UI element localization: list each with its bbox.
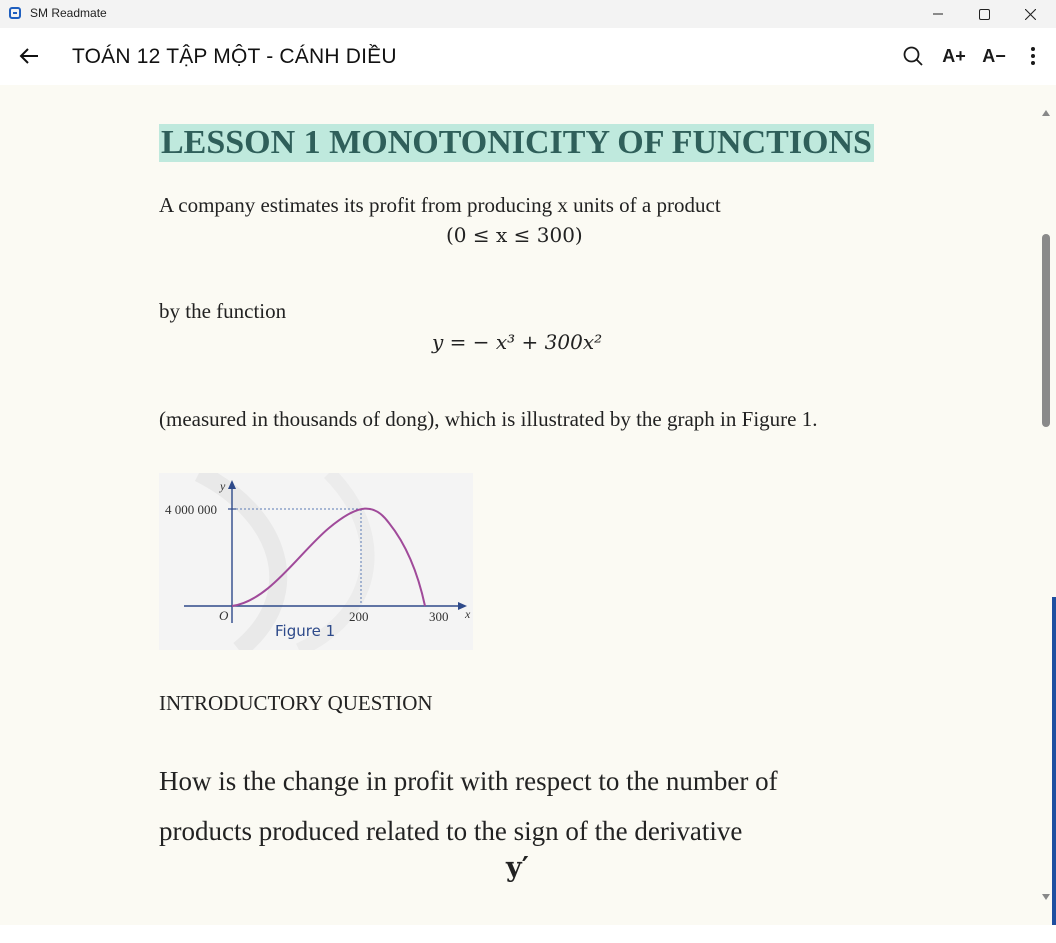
window-edge-strip [1052,597,1056,925]
more-vertical-icon [1030,46,1036,66]
paragraph-measured: (measured in thousands of dong), which is illustrated by the graph in Figure 1. [159,407,818,431]
y-tick-label: 4 000 000 [165,502,217,517]
maximize-icon [979,9,990,20]
close-button[interactable] [1007,0,1053,28]
profit-graph [159,473,473,650]
search-button[interactable] [900,40,926,72]
back-button[interactable] [14,40,44,72]
figure-decoration [199,473,278,650]
lesson-title: LESSON 1 MONOTONICITY OF FUNCTIONS [161,124,872,161]
question-line-1: How is the change in profit with respect to the number of [159,766,778,796]
app-title: SM Readmate [30,6,107,20]
app-icon [9,7,21,19]
paragraph-intro: A company estimates its profit from producing x units of a product [159,193,721,217]
window-title-bar [0,0,1056,28]
maximize-button[interactable] [961,0,1007,28]
scroll-up-arrow-icon[interactable] [1042,110,1050,116]
back-arrow-icon [19,48,39,64]
figure-1 [159,473,473,650]
question-line-2: products produced related to the sign of the derivative [159,816,743,846]
minimize-icon [933,9,943,19]
increase-font-button[interactable]: A+ [942,45,966,66]
reader-header [0,28,1056,85]
x-tick-label-300: 300 [429,609,449,624]
more-options-button[interactable] [1022,40,1044,72]
scroll-thumb[interactable] [1042,234,1050,427]
minimize-button[interactable] [915,0,961,28]
x-tick-label-200: 200 [349,609,369,624]
derivative-expression: y′ [506,852,529,883]
scroll-down-arrow-icon[interactable] [1042,894,1050,900]
y-axis-label: y [220,479,226,493]
figure-caption: Figure 1 [275,622,336,640]
domain-expression: (0 ≤ x ≤ 300) [446,223,583,247]
x-axis-label: x [465,607,471,621]
decrease-font-button[interactable]: A− [982,45,1006,66]
section-heading: INTRODUCTORY QUESTION [159,691,433,715]
search-icon [903,46,923,66]
close-icon [1025,9,1036,20]
origin-label: O [219,608,229,623]
paragraph-by-function: by the function [159,299,287,323]
bottom-bar [0,925,1056,943]
book-title: TOÁN 12 TẬP MỘT - CÁNH DIỀU [72,45,397,68]
function-expression: y = − x³ + 300x² [432,330,603,354]
